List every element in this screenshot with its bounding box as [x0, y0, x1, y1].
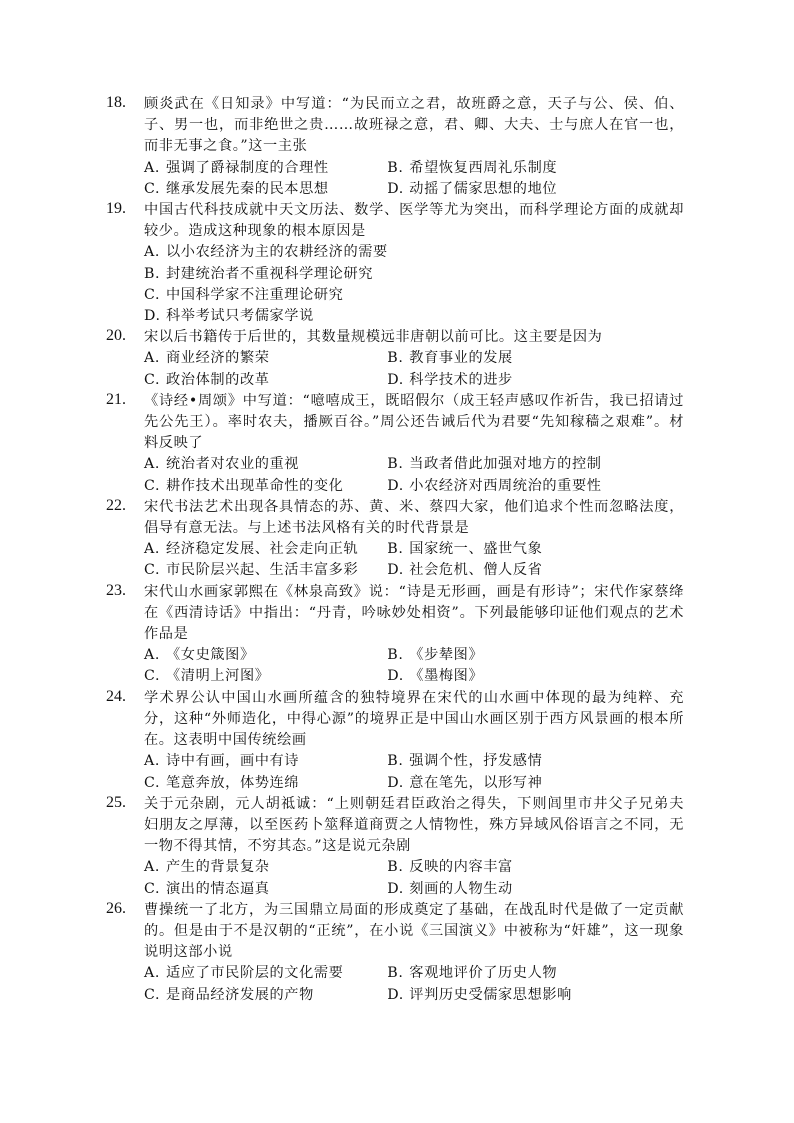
question-stem: 学术界公认中国山水画所蕴含的独特境界在宋代的山水画中体现的最为纯粹、充分，这种“外师造化，中得心源”的境界正是中国山水画区别于西方风景画的根本所在。这表明中国传统绘画	[144, 689, 684, 749]
question-number: 22.	[106, 496, 126, 514]
option-c: C. 笔意奔放，体势连绵	[144, 774, 300, 791]
question-number: 24.	[106, 687, 126, 705]
exam-page	[106, 94, 684, 1006]
question-19	[106, 200, 684, 327]
question-stem: 曹操统一了北方，为三国鼎立局面的形成奠定了基础，在战乱时代是做了一定贡献的。但是由于不是汉朝的“正统”，在小说《三国演义》中被称为“奸雄”，这一现象说明这部小说	[144, 901, 684, 961]
option-a: A. 诗中有画，画中有诗	[144, 753, 300, 770]
option-d: D. 意在笔先，以形写神	[387, 774, 543, 791]
option-b: B. 当政者借此加强对地方的控制	[387, 456, 602, 473]
question-25	[106, 793, 684, 900]
question-number: 18.	[106, 94, 126, 111]
option-c: C. 继承发展先秦的民本思想	[144, 180, 329, 197]
question-stem: 宋代山水画家郭熙在《林泉高致》说：“诗是无形画，画是有形诗”；宋代作家蔡绛在《西清诗话》中指出：“丹青，吟咏妙处相资”。下列最能够印证他们观点的艺术作品是	[144, 583, 684, 643]
question-number: 23.	[106, 581, 126, 599]
option-d: D. 小农经济对西周统治的重要性	[387, 477, 602, 494]
option-d: D. 科举考试只考儒家学说	[144, 308, 314, 325]
option-b: B. 强调个性，抒发感情	[387, 753, 543, 770]
question-18	[106, 94, 684, 200]
option-a: A. 《女史箴图》	[144, 647, 255, 664]
option-d: D. 刻画的人物生动	[387, 880, 513, 897]
question-number: 26.	[106, 899, 126, 917]
option-c: C. 政治体制的改革	[144, 371, 270, 388]
option-d: D. 科学技术的进步	[387, 371, 513, 388]
option-d: D. 社会危机、僧人反省	[387, 562, 543, 579]
question-22	[106, 496, 684, 582]
option-d: D. 评判历史受儒家思想影响	[387, 986, 572, 1003]
question-23	[106, 581, 684, 688]
question-stem: 顾炎武在《日知录》中写道：“为民而立之君，故班爵之意，天子与公、侯、伯、子、男一也，而非绝世之贵……故班禄之意，君、卿、大夫、士与庶人在官一也，而非无事之食。”这一主张	[144, 96, 684, 155]
option-b: B. 国家统一、盛世气象	[387, 541, 543, 558]
option-a: A. 统治者对农业的重视	[144, 456, 300, 473]
option-c: C. 市民阶层兴起、生活丰富多彩	[144, 562, 359, 579]
question-stem: 《诗经•周颂》中写道：“噫嘻成王，既昭假尔（成王轻声感叹作祈告，我已招请过先公先王）。率时农夫，播厥百谷。”周公还告诫后代为君要“先知稼穑之艰难”。材料反映了	[144, 392, 684, 452]
question-stem: 关于元杂剧，元人胡祗诚：“上则朝廷君臣政治之得失，下则闾里市井父子兄弟夫妇朋友之厚薄，以至医药卜筮释道商贾之人情物性，殊方异域风俗语言之不同，无一物不得其情，不穷其态。”这是说元杂剧	[144, 795, 684, 855]
option-c: C. 耕作技术出现革命性的变化	[144, 477, 344, 494]
question-stem: 宋代书法艺术出现各具情态的苏、黄、米、蔡四大家，他们追求个性而忽略法度，倡导有意无法。与上述书法风格有关的时代背景是	[144, 498, 684, 537]
option-c: C. 演出的情态逼真	[144, 880, 270, 897]
option-c: C. 《清明上河图》	[144, 668, 270, 685]
option-a: A. 经济稳定发展、社会走向正轨	[144, 541, 359, 558]
question-number: 19.	[106, 200, 126, 218]
option-d: D. 《墨梅图》	[387, 668, 484, 685]
question-26	[106, 899, 684, 1006]
question-21	[106, 390, 684, 497]
option-a: A. 商业经济的繁荣	[144, 350, 270, 367]
option-a: A. 适应了市民阶层的文化需要	[144, 965, 344, 982]
question-number: 20.	[106, 327, 126, 345]
question-20	[106, 327, 684, 391]
option-b: B. 客观地评价了历史人物	[387, 965, 558, 982]
option-c: C. 是商品经济发展的产物	[144, 986, 314, 1003]
option-a: A. 产生的背景复杂	[144, 859, 270, 876]
option-a: A. 强调了爵禄制度的合理性	[144, 159, 329, 176]
option-a: A. 以小农经济为主的农耕经济的需要	[144, 244, 388, 261]
question-number: 21.	[106, 390, 126, 408]
option-c: C. 中国科学家不注重理论研究	[144, 286, 344, 303]
option-b: B. 希望恢复西周礼乐制度	[387, 159, 558, 176]
question-number: 25.	[106, 793, 126, 811]
option-b: B. 反映的内容丰富	[387, 859, 513, 876]
question-24	[106, 687, 684, 794]
option-d: D. 动摇了儒家思想的地位	[387, 180, 558, 197]
question-stem: 中国古代科技成就中天文历法、数学、医学等尤为突出，而科学理论方面的成就却较少。造成这种现象的根本原因是	[144, 202, 684, 240]
option-b: B. 《步辇图》	[387, 647, 484, 664]
option-b: B. 封建统治者不重视科学理论研究	[144, 265, 374, 282]
question-stem: 宋以后书籍传于后世的，其数量规模远非唐朝以前可比。这主要是因为	[144, 329, 603, 346]
option-b: B. 教育事业的发展	[387, 350, 513, 367]
